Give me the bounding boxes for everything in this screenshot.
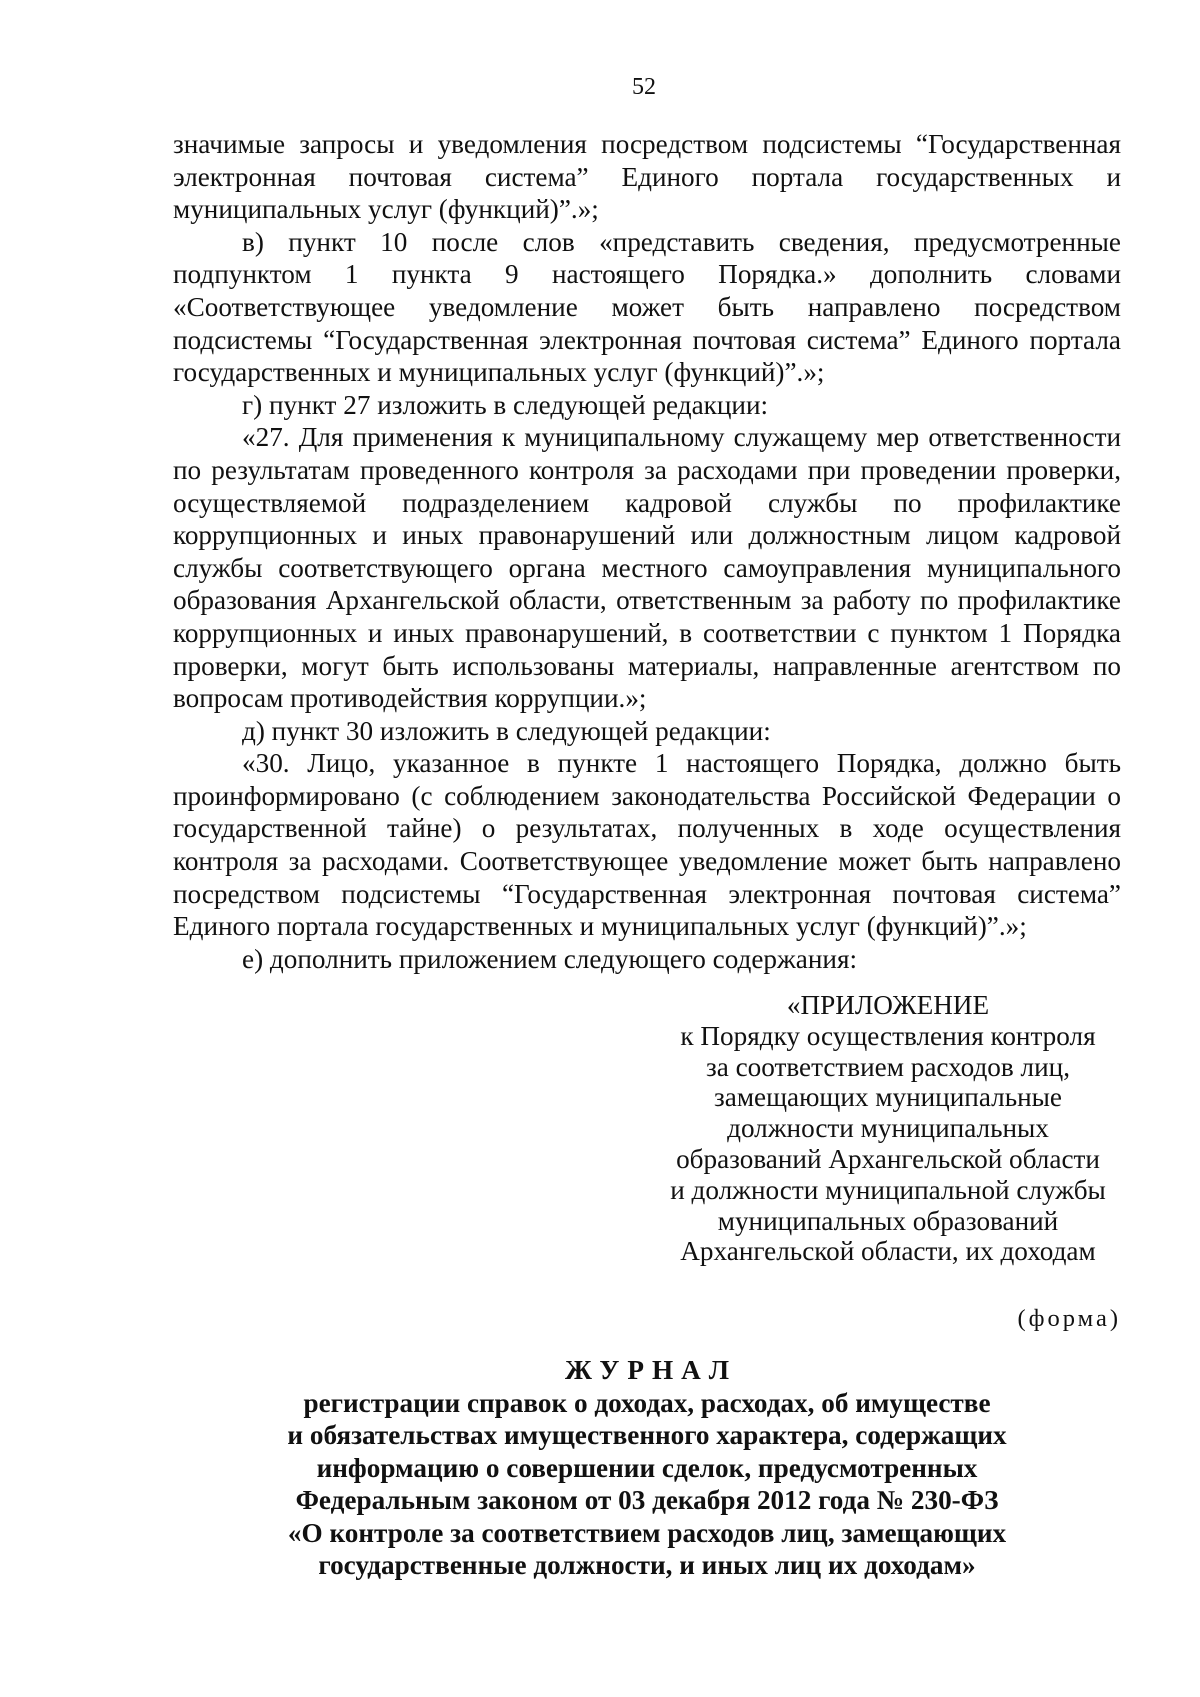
journal-subtitle-line: Федеральным законом от 03 декабря 2012 года № 230-ФЗ (295, 1485, 999, 1515)
appendix-line: образований Архангельской области (676, 1143, 1100, 1174)
paragraph: «27. Для применения к муниципальному служащему мер ответственности по результатам проведенного контроля за расходами при проведении проверки, осуществляемой подразделением кадровой службы по профилактике коррупционных и иных правонарушений или должностным лицом кадровой службы соответствующего органа местного самоуправления муниципального образования Архангельской области, ответственным за работу по профилактике коррупционных и иных правонарушений, в соответствии с пунктом 1 Порядка проверки, могут быть использованы материалы, направленные агентством по вопросам противодействия коррупции.»; (173, 422, 1121, 714)
journal-subtitle-line: и обязательствах имущественного характера, содержащих (287, 1420, 1007, 1450)
appendix-line: за соответствием расходов лиц, (705, 1051, 1070, 1082)
paragraph: е) дополнить приложением следующего содержания: (242, 943, 858, 974)
journal-subtitle-line: «О контроле за соответствием расходов лиц, замещающих (287, 1517, 1007, 1548)
appendix-line: «ПРИЛОЖЕНИЕ (786, 990, 990, 1020)
page-number: 52 (632, 74, 656, 100)
paragraph: г) пункт 27 изложить в следующей редакции: (242, 389, 769, 420)
journal-title: ЖУРНАЛ (564, 1355, 738, 1385)
paragraph: «30. Лицо, указанное в пункте 1 настоящего Порядка, должно быть проинформировано (с соблюдением законодательства Российской Федерации о государственной тайне) о результатах, полученных в ходе осуществления контроля за расходами. Соответствующее уведомление может быть направлено посредством подсистемы “Государственная электронная почтовая система” Единого портала государственных и муниципальных услуг (функций)”.»; (173, 748, 1121, 942)
paragraph: д) пункт 30 изложить в следующей редакции: (242, 715, 771, 746)
paragraph: значимые запросы и уведомления посредством подсистемы “Государственная электронная почтовая система” Единого портала государственных и муниципальных услуг (функций)”.»; (173, 129, 1121, 225)
journal-subtitle-line: информацию о совершении сделок, предусмотренных (316, 1452, 978, 1483)
journal-subtitle-line: регистрации справок о доходах, расходах, об имуществе (303, 1387, 991, 1418)
journal-heading (173, 1354, 1121, 1582)
appendix-line: муниципальных образований (717, 1205, 1059, 1236)
form-label: (форма) (1017, 1305, 1121, 1332)
appendix-line: должности муниципальных (727, 1113, 1049, 1144)
journal-subtitle-line: государственные должности, и иных лиц их доходам» (318, 1550, 976, 1580)
appendix-line: к Порядку осуществления контроля (680, 1020, 1096, 1051)
paragraph: в) пункт 10 после слов «представить сведения, предусмотренные подпунктом 1 пункта 9 настоящего Порядка.» дополнить словами «Соответствующее уведомление может быть направлено посредством подсистемы “Государственная электронная почтовая система” Единого портала государственных и муниципальных услуг (функций)”.»; (173, 226, 1121, 388)
appendix-line: и должности муниципальной службы (670, 1174, 1106, 1205)
appendix-line: Архангельской области, их доходам (680, 1236, 1096, 1267)
appendix-line: замещающих муниципальные (714, 1082, 1062, 1113)
body-text (173, 128, 1121, 975)
appendix-header (648, 990, 1128, 1267)
